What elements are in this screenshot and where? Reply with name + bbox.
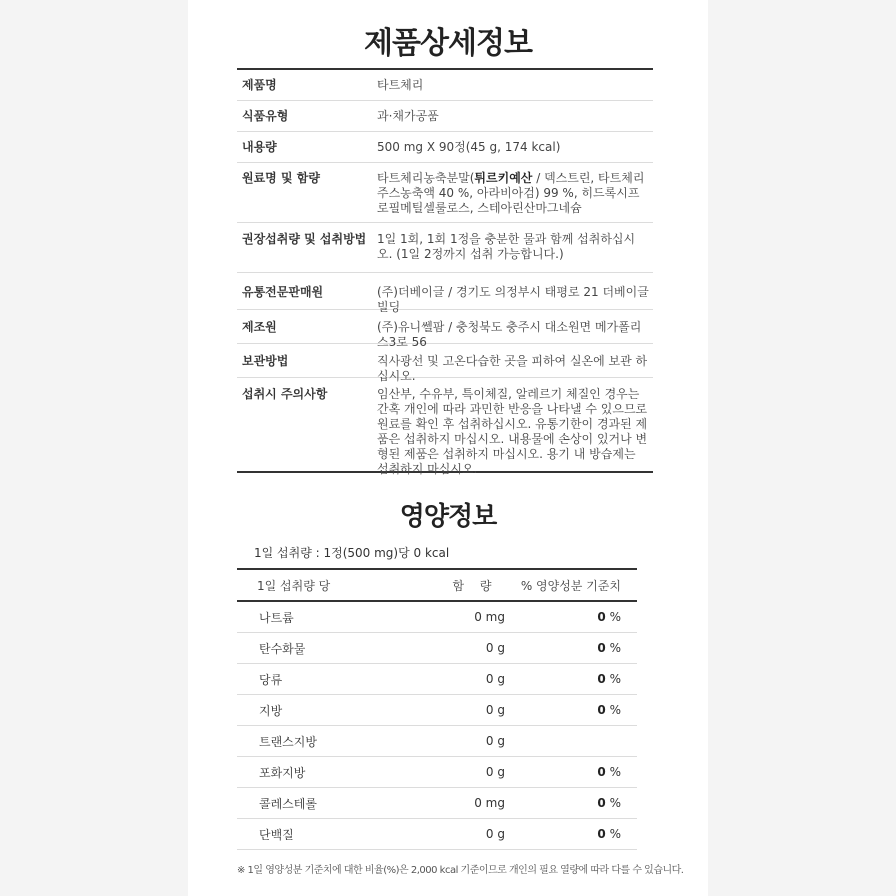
nutrient-amount: 0 g: [485, 734, 505, 748]
row-value: 1일 1회, 1회 1정을 충분한 물과 함께 섭취하십시오. (1일 2정까지 섭취 가능합니다.): [377, 232, 636, 261]
nutrition-table: [237, 568, 637, 850]
table-row: [237, 819, 637, 850]
nutrient-percent: 0 %: [597, 672, 621, 686]
nutrient-name: 포화지방: [259, 765, 306, 780]
nutrient-name: 나트륨: [259, 610, 294, 625]
nutrient-percent: 0 %: [597, 610, 621, 624]
row-label: 내용량: [242, 140, 277, 154]
row-label: 유통전문판매원: [242, 285, 324, 299]
detail-page: [188, 0, 708, 896]
nutrient-percent: 0 %: [597, 765, 621, 779]
nutrient-percent: 0 %: [597, 641, 621, 655]
table-row: [237, 633, 637, 664]
row-label: 권장섭취량 및 섭취방법: [242, 232, 367, 246]
table-row: [237, 223, 653, 273]
table-row: [237, 132, 653, 163]
nutrient-name: 탄수화물: [259, 641, 306, 656]
table-row: [237, 344, 653, 383]
nutrient-amount: 0 mg: [474, 796, 505, 810]
row-value: (주)유니쎌팜 / 충청북도 충주시 대소원면 메가폴리스3로 56: [377, 320, 642, 349]
table-row: [237, 310, 653, 349]
nutrient-amount: 0 g: [485, 672, 505, 686]
table-row: [237, 757, 637, 788]
origin-country: 튀르키예산: [474, 171, 533, 185]
nutrient-name: 지방: [259, 703, 283, 718]
row-value: 과·채가공품: [377, 109, 439, 123]
nutrient-amount: 0 g: [485, 703, 505, 717]
row-label: 식품유형: [242, 109, 289, 123]
row-value: 직사광선 및 고온다습한 곳을 피하여 실온에 보관 하십시오.: [377, 354, 648, 383]
nutrient-percent: 0 %: [597, 703, 621, 717]
table-row: [237, 273, 653, 314]
row-value: 임산부, 수유부, 특이체질, 알레르기 체질인 경우는 간혹 개인에 따라 과민한 반응을 나타낼 수 있으므로 원료를 확인 후 섭취하십시오. 유통기한이 경과된 제품은 섭취하지 마십시오. 내용물에 손상이 있거나 변형된 제품은 섭취하지 마십시오. 용기 내 방습제는 섭취하지 마십시오.: [377, 387, 648, 476]
row-value: (주)더베이글 / 경기도 의정부시 태평로 21 더베이글 빌딩: [377, 285, 649, 314]
table-row: [237, 101, 653, 132]
row-label: 섭취시 주의사항: [242, 387, 328, 401]
product-info-table: [237, 68, 653, 476]
table-header: [237, 570, 637, 602]
table-row: [237, 726, 637, 757]
table-row: [237, 378, 653, 476]
table-row: [237, 602, 637, 633]
nutrient-percent: 0 %: [597, 796, 621, 810]
header-percent: % 영양성분 기준치: [520, 578, 621, 593]
row-label: 제품명: [242, 78, 277, 92]
header-item: 1일 섭취량 당: [257, 578, 331, 593]
footnote: ※ 1일 영양성분 기준치에 대한 비율(%)은 2,000 kcal 기준이므로 개인의 필요 열량에 따라 다를 수 있습니다.: [237, 865, 684, 876]
row-label: 보관방법: [242, 354, 289, 368]
nutrient-name: 콜레스테롤: [259, 796, 317, 811]
table-row: [237, 664, 637, 695]
table-row: [237, 70, 653, 101]
nutrient-amount: 0 g: [485, 641, 505, 655]
row-value: 500 mg X 90정(45 g, 174 kcal): [377, 140, 561, 154]
row-label: 제조원: [242, 320, 277, 334]
nutrition-title: 영양정보: [399, 502, 497, 532]
serving-size: 1일 섭취량 : 1정(500 mg)당 0 kcal: [254, 546, 450, 560]
nutrient-percent: 0 %: [597, 827, 621, 841]
row-value: 타트체리: [377, 78, 424, 92]
header-amount: 함 량: [452, 578, 498, 593]
row-value: 타트체리농축분말(튀르키예산 / 덱스트린, 타트체리주스농축액 40 %, 아라비아검) 99 %, 히드록시프로필메틸셀룰로스, 스테아린산마그네슘: [377, 171, 645, 215]
nutrient-name: 당류: [259, 672, 283, 687]
nutrient-amount: 0 g: [485, 765, 505, 779]
product-info-title: 제품상세정보: [364, 26, 532, 61]
row-label: 원료명 및 함량: [242, 171, 320, 185]
nutrient-amount: 0 g: [485, 827, 505, 841]
nutrient-name: 단백질: [259, 827, 294, 842]
nutrient-amount: 0 mg: [474, 610, 505, 624]
table-row: [237, 788, 637, 819]
table-row: [237, 163, 653, 223]
nutrient-name: 트랜스지방: [259, 734, 317, 749]
table-row: [237, 695, 637, 726]
